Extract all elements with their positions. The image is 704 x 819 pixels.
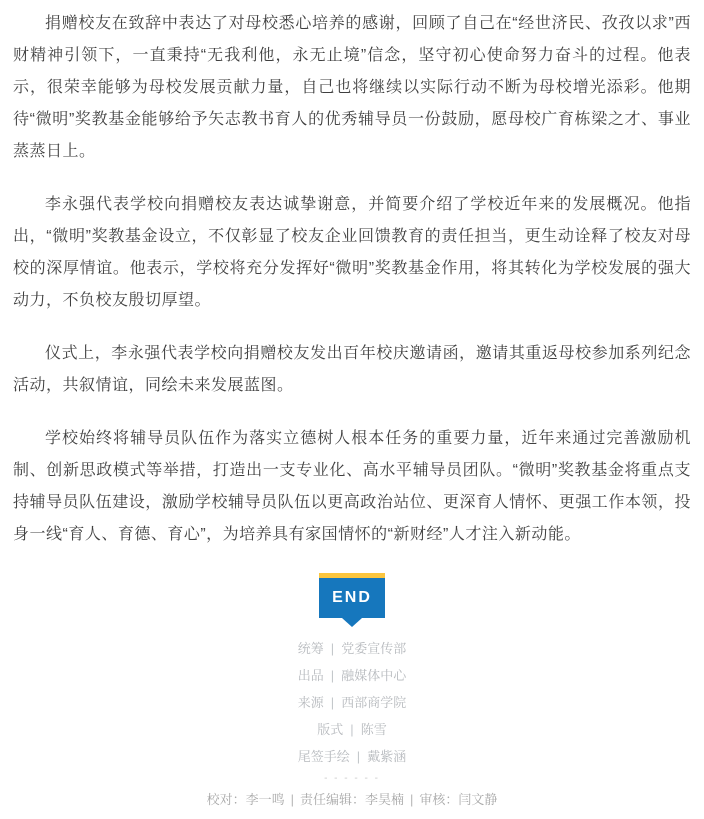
footer-reviewer: 审核：闫文静	[419, 792, 498, 807]
credit-role: 统筹	[297, 641, 324, 656]
credit-role: 尾签手绘	[297, 749, 350, 764]
dash-divider: - - - - - -	[324, 773, 380, 784]
footer-editor: 责任编辑：李昊楠	[299, 792, 404, 807]
credit-role: 来源	[297, 695, 324, 710]
article-paragraph: 学校始终将辅导员队伍作为落实立德树人根本任务的重要力量，近年来通过完善激励机制、创新思政模式等举措，打造出一支专业化、高水平辅导员团队。“微明”奖教基金将重点支持辅导员队伍建设，激励学校辅导员队伍以更高政治站位、更深育人情怀、更强工作本领，投身一线“育人、育德、育心”，为培养具有家国情怀的“新财经”人才注入新动能。	[13, 430, 691, 543]
credit-name: 西部商学院	[341, 695, 407, 710]
credit-row	[0, 689, 704, 716]
credit-name: 融媒体中心	[341, 668, 407, 683]
footer-separator: |	[290, 792, 294, 807]
credit-separator: |	[356, 749, 361, 764]
article-paragraph: 捐赠校友在致辞中表达了对母校悉心培养的感谢，回顾了自己在“经世济民、孜孜以求”西财精神引领下，一直秉持“无我利他，永无止境”信念，坚守初心使命努力奋斗的过程。他表示，很荣幸能够为母校发展贡献力量，自己也将继续以实际行动不断为母校增光添彩。他期待“微明”奖教基金能够给予矢志教书育人的优秀辅导员一份鼓励，愿母校广育栋梁之才、事业蒸蒸日上。	[13, 15, 691, 160]
credit-separator: |	[330, 668, 335, 683]
end-badge	[319, 573, 385, 627]
article-paragraph: 仪式上，李永强代表学校向捐赠校友发出百年校庆邀请函，邀请其重返母校参加系列纪念活动，共叙情谊，同绘未来发展蓝图。	[13, 345, 691, 394]
end-badge-label: END	[319, 578, 385, 618]
credit-row	[0, 716, 704, 743]
credit-name: 党委宣传部	[341, 641, 407, 656]
credits-list	[0, 635, 704, 770]
credit-separator: |	[330, 641, 335, 656]
credit-role: 出品	[297, 668, 324, 683]
credit-row	[0, 662, 704, 689]
footer-proofreader: 校对：李一鸣	[206, 792, 285, 807]
credit-role: 版式	[317, 722, 344, 737]
footer-separator: |	[410, 792, 414, 807]
credit-separator: |	[330, 695, 335, 710]
credit-name: 陈雪	[360, 722, 387, 737]
credit-row	[0, 635, 704, 662]
editorial-footer	[0, 792, 704, 808]
credit-name: 戴紫涵	[367, 749, 407, 764]
credit-row	[0, 743, 704, 770]
credit-separator: |	[350, 722, 354, 737]
article-paragraph: 李永强代表学校向捐赠校友表达诚挚谢意，并简要介绍了学校近年来的发展概况。他指出，“微明”奖教基金设立，不仅彰显了校友企业回馈教育的责任担当，更生动诠释了校友对母校的深厚情谊。他表示，学校将充分发挥好“微明”奖教基金作用，将其转化为学校发展的强大动力，不负校友殷切厚望。	[13, 196, 691, 309]
end-badge-pointer-icon	[342, 618, 362, 627]
